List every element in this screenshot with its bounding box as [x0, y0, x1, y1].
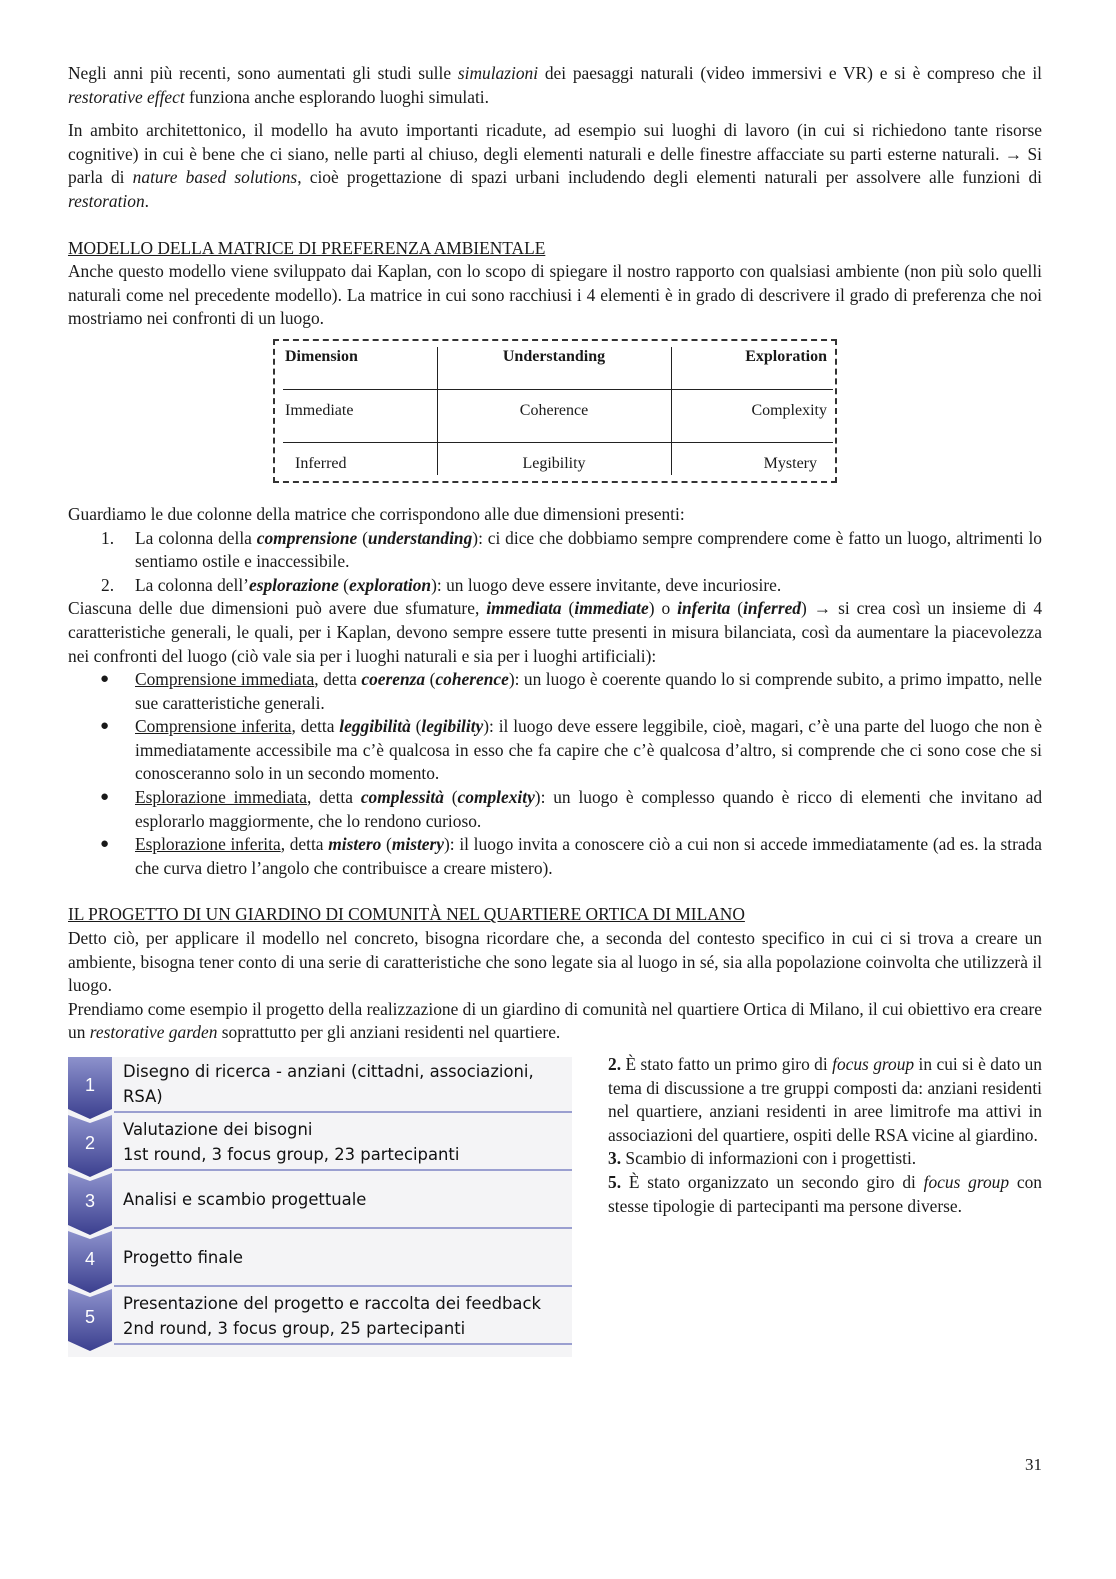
document-page [68, 62, 1042, 1355]
step-number-chevron [68, 1115, 112, 1173]
project-steps-block [68, 1045, 1042, 1355]
step-subtitle: RSA) [123, 1087, 163, 1106]
page-number: 31 [1025, 1455, 1042, 1474]
step-divider [114, 1227, 572, 1229]
table-cell: Inferred [295, 455, 347, 473]
bullet-list [68, 668, 1042, 880]
bullet-icon: ● [100, 789, 110, 806]
table-row [275, 437, 835, 485]
step-number: 5 [84, 1307, 95, 1328]
step-description: 5. È stato organizzato un secondo giro di focus group con stesse tipologie di partecipanti ma persone diverse. [608, 1171, 1042, 1216]
paragraph-columns-intro: Guardiamo le due colonne della matrice che corrispondono alle due dimensioni presenti: [68, 503, 685, 524]
bullet-icon: ● [100, 836, 110, 853]
step-number: 3 [84, 1191, 95, 1212]
step-number-chevron [68, 1173, 112, 1231]
step-subtitle: 1st round, 3 focus group, 23 partecipanti [123, 1145, 460, 1164]
step-number: 2 [84, 1133, 95, 1154]
step-divider [114, 1111, 572, 1113]
bullet-icon: ● [100, 671, 110, 688]
step-number-chevron [68, 1231, 112, 1289]
step-row [68, 1115, 572, 1173]
list-item: ● Esplorazione inferita, detta mistero (mistery): il luogo invita a conoscere ciò a cui non si accede immediatamente (ad es. la strada che curva dietro l’angolo che contribuisce a creare mistero). [100, 834, 1042, 878]
step-label [123, 1059, 584, 1109]
table-cell: Immediate [285, 402, 354, 420]
step-title: Disegno di ricerca - anziani (cittadni, associazioni, [123, 1062, 534, 1081]
bullet-icon: ● [100, 718, 110, 735]
step-title: Analisi e scambio progettuale [123, 1190, 367, 1209]
table-header-cell: Exploration [745, 348, 827, 366]
step-number-chevron [68, 1057, 112, 1115]
list-item: ● Comprensione immediata, detta coerenza (coherence): un luogo è coerente quando lo si comprende subito, a primo impatto, nelle sue caratteristiche generali. [100, 669, 1043, 713]
paragraph-example: Prendiamo come esempio il progetto della realizzazione di un giardino di comunità nel quartiere Ortica di Milano, il cui obiettivo era creare un restorative garden soprattutto per gli anziani residenti nel quartiere. [68, 998, 1042, 1043]
list-item: 1. La colonna della comprensione (understanding): ci dice che dobbiamo sempre comprendere come è fatto un luogo, altrimenti lo sentiamo ostile e inaccessibile. [101, 527, 1042, 572]
step-title: Presentazione del progetto e raccolta dei feedback [123, 1294, 541, 1313]
paragraph-architecture: In ambito architettonico, il modello ha avuto importanti ricadute, ad esempio sui luoghi di lavoro (in cui si richiedono tante risorse cognitive) in cui è bene che ci siano, nelle parti al chiuso, degli elementi naturali e delle finestre affacciate su parti esterne naturali. → Si parla di nature based solutions, cioè progettazione di spazi urbani includendo degli elementi naturali per assolvere alle funzioni di restoration. [68, 120, 1043, 211]
step-divider [114, 1285, 572, 1287]
step-label [123, 1187, 584, 1212]
table-header-cell: Dimension [285, 348, 358, 366]
paragraph-simulations: Negli anni più recenti, sono aumentati gli studi sulle simulazioni dei paesaggi naturali (video immersivi e VR) e si è compreso che il restorative effect funziona anche esplorando luoghi simulati. [68, 63, 1043, 107]
table-row [275, 389, 835, 437]
table-header-cell: Understanding [502, 348, 606, 366]
step-number: 4 [84, 1249, 95, 1270]
arrow-icon: → [813, 598, 832, 619]
table-cell: Coherence [519, 402, 589, 420]
step-divider [114, 1343, 572, 1345]
project-steps-diagram [68, 1057, 572, 1357]
section-heading-garden: IL PROGETTO DI UN GIARDINO DI COMUNITÀ NEL QUARTIERE ORTICA DI MILANO [68, 904, 745, 925]
table-cell: Complexity [751, 402, 827, 420]
list-item: ● Comprensione inferita, detta leggibilità (legibility): il luogo deve essere leggibile, cioè, magari, c’è una parte del luogo che non è immediatamente accessibile ma c’è qualcosa in esso che fa capire che c’è qualcosa d’altro, si comprende che ci sono cose che si conosceranno solo in un secondo momento. [100, 716, 1042, 784]
step-row [68, 1173, 572, 1231]
paragraph-context: Detto ciò, per applicare il modello nel concreto, bisogna ricordare che, a seconda del contesto specifico in cui ci si trova a creare un ambiente, bisogna tener conto di una serie di caratteristiche che sono legate sia al luogo in sé, sia alla popolazione coinvolta che utilizzerà il luogo. [68, 928, 1042, 996]
section-heading-matrix: MODELLO DELLA MATRICE DI PREFERENZA AMBIENTALE [68, 237, 546, 258]
steps-description [608, 1053, 1042, 1218]
list-item: 2. La colonna dell’esplorazione (exploration): un luogo deve essere invitante, deve incuriosire. [101, 574, 782, 595]
step-row [68, 1231, 572, 1289]
step-divider [114, 1169, 572, 1171]
paragraph-matrix-intro: Anche questo modello viene sviluppato dai Kaplan, con lo scopo di spiegare il nostro rapporto con qualsiasi ambiente (non più solo quelli naturali come nel precedente modello). La matrice in cui sono racchiusi i 4 elementi è in grado di descrivere il grado di preferenza che noi mostriamo nei confronti di un luogo. [68, 261, 1042, 329]
step-title: Valutazione dei bisogni [123, 1120, 313, 1139]
table-cell: Mystery [763, 455, 817, 473]
step-row [68, 1289, 572, 1347]
table-cell: Legibility [522, 455, 586, 473]
step-subtitle: 2nd round, 3 focus group, 25 partecipanti [123, 1319, 466, 1338]
list-item: ● Esplorazione immediata, detta complessità (complexity): un luogo è complesso quando è ricco di elementi che invitano ad esplorarlo maggiormente, che lo rendono curioso. [100, 787, 1043, 831]
step-description: 2. È stato fatto un primo giro di focus group in cui si è dato un tema di discussione a tre gruppi composti da: anziani residenti nel quartiere, anziani residenti in aree limitrofe ma attivi in associazioni del quartiere, ospiti delle RSA vicine al giardino. [608, 1054, 1042, 1145]
paragraph-nuances: Ciascuna delle due dimensioni può avere due sfumature, immediata (immediate) o inferita (inferred) → si crea così un insieme di 4 caratteristiche generali, le quali, per i Kaplan, devono sempre essere tutte presenti in misura bilanciata, così da aumentare la piacevolezza nei confronti del luogo (ciò vale sia per i luoghi naturali e sia per i luoghi artificiali): [68, 598, 1043, 666]
arrow-icon: → [1004, 143, 1023, 164]
preference-matrix-table [273, 339, 837, 483]
step-description: 3. Scambio di informazioni con i progettisti. [608, 1148, 917, 1169]
step-label [123, 1117, 584, 1167]
table-header-row [275, 341, 835, 389]
step-label [123, 1291, 584, 1341]
step-number: 1 [84, 1075, 95, 1096]
step-title: Progetto finale [123, 1248, 243, 1267]
numbered-list [68, 527, 1042, 598]
step-number-chevron [68, 1289, 112, 1347]
step-label [123, 1245, 584, 1270]
step-row [68, 1057, 572, 1115]
